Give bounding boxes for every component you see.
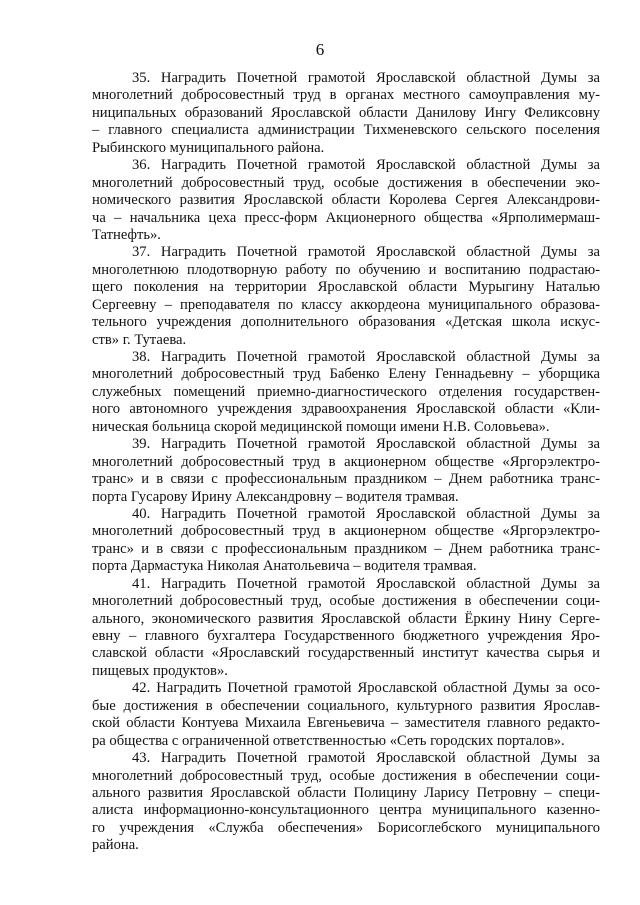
paragraph-line: транс» и в связи с профессиональным праздником – Днем работника транс- [92,471,600,488]
paragraph-line: – главного специалиста администрации Тихменевского сельского поселения [92,122,600,139]
award-paragraph-40 [92,506,600,576]
award-paragraph-36 [92,157,600,244]
paragraph-line: 41. Наградить Почетной грамотой Ярославской областной Думы за [132,575,600,592]
paragraph-line: ного автономного учреждения здравоохранения Ярославской области «Кли- [92,401,600,418]
paragraph-line: многолетний добросовестный труд в акционерном обществе «Яргорэлектро- [92,523,600,540]
paragraph-line: 38. Наградить Почетной грамотой Ярославской областной Думы за [132,349,600,365]
paragraph-line: го учреждения «Служба обеспечения» Борисоглебского муниципального [92,819,600,836]
paragraph-line: многолетний добросовестный труд в органах местного самоуправления му- [92,87,600,104]
paragraph-line: 39. Наградить Почетной грамотой Ярославской областной Думы за [132,436,600,453]
paragraph-line: ств» г. Тутаева. [92,331,187,348]
paragraph-line: порта Гусарову Ирину Александровну – водителя трамвая. [92,488,459,505]
paragraph-line: многолетний добросовестный труд, особые достижения в обеспечении соци- [92,593,600,610]
paragraph-line: ального, экономического развития Ярославской области Ёркину Нину Серге- [92,610,600,627]
award-paragraph-35 [92,70,600,157]
paragraph-line: 36. Наградить Почетной грамотой Ярославской областной Думы за [132,157,600,174]
paragraph-line: ра общества с ограниченной ответственностью «Сеть городских порталов». [92,732,565,749]
award-paragraph-37 [92,244,600,349]
paragraph-line: 42. Наградить Почетной грамотой Ярославской областной Думы за осо- [132,680,600,697]
paragraph-line: номического развития Ярославской области Королева Сергея Александрови- [92,192,600,209]
paragraph-line: многолетний добросовестный труд в акционерном обществе «Яргорэлектро- [92,453,600,470]
paragraph-line: порта Дармастука Николая Анатольевича – водителя трамвая. [92,558,477,575]
paragraph-line: ническая больница скорой медицинской помощи имени Н.В. Соловьева». [92,418,550,435]
paragraph-line: многолетнюю плодотворную работу по обучению и воспитанию подрастаю- [92,261,600,278]
paragraph-line: 43. Наградить Почетной грамотой Ярославской областной Думы за [132,750,600,767]
paragraph-line: многолетний добросовестный труд, особые достижения в обеспечении эко- [92,174,600,191]
award-paragraph-41 [92,576,600,681]
paragraph-line: Сергеевну – преподавателя по классу аккордеона муниципального образова- [92,296,600,313]
award-paragraph-39 [92,436,600,506]
award-paragraph-42 [92,680,600,750]
paragraph-line: щего поколения на территории Ярославской области Мурыгину Наталью [92,279,600,296]
paragraph-line: пищевых продуктов». [92,662,228,679]
paragraph-line: служебных помещений приемно-диагностического отделения государствен- [92,383,600,400]
paragraph-line: района. [92,837,139,854]
paragraph-line: славской области «Ярославский государственный институт качества сырья и [92,645,600,662]
paragraph-line: Рыбинского муниципального района. [92,139,325,156]
paragraph-line: евну – главного бухгалтера Государственного бюджетного учреждения Яро- [92,628,600,644]
paragraph-line: транс» и в связи с профессиональным праздником – Днем работника транс- [92,540,600,557]
paragraph-line: ального развития Ярославской области Полицину Ларису Петровну – специ- [92,784,600,801]
paragraph-line: 37. Наградить Почетной грамотой Ярославской областной Думы за [132,244,600,261]
paragraph-line: тельного учреждения дополнительного образования «Детская школа искус- [92,314,600,331]
paragraph-line: алиста информационно-консультационного центра муниципального казенно- [92,802,600,819]
paragraph-line: 40. Наградить Почетной грамотой Ярославской областной Думы за [132,505,600,522]
paragraph-line: ской области Контуева Михаила Евгеньевича – заместителя главного редакто- [92,715,600,732]
paragraph-line: ча – начальника цеха пресс-форм Акционерного общества «Ярполимермаш- [92,209,600,226]
award-paragraph-38 [92,349,600,436]
paragraph-line: Татнефть». [92,226,161,243]
paragraph-line: ниципальных образований Ярославской области Данилову Ингу Феликсовну [92,104,600,121]
paragraph-line: многолетний добросовестный труд Бабенко Елену Геннадьевну – уборщика [92,366,600,383]
award-paragraph-43 [92,750,600,855]
document-body [92,70,600,855]
paragraph-line: бые достижения в обеспечении социального, культурного развития Ярослав- [92,697,600,714]
paragraph-line: 35. Наградить Почетной грамотой Ярославской областной Думы за [132,70,600,86]
paragraph-line: многолетний добросовестный труд, особые достижения в обеспечении соци- [92,767,600,784]
page-number: 6 [315,40,325,59]
